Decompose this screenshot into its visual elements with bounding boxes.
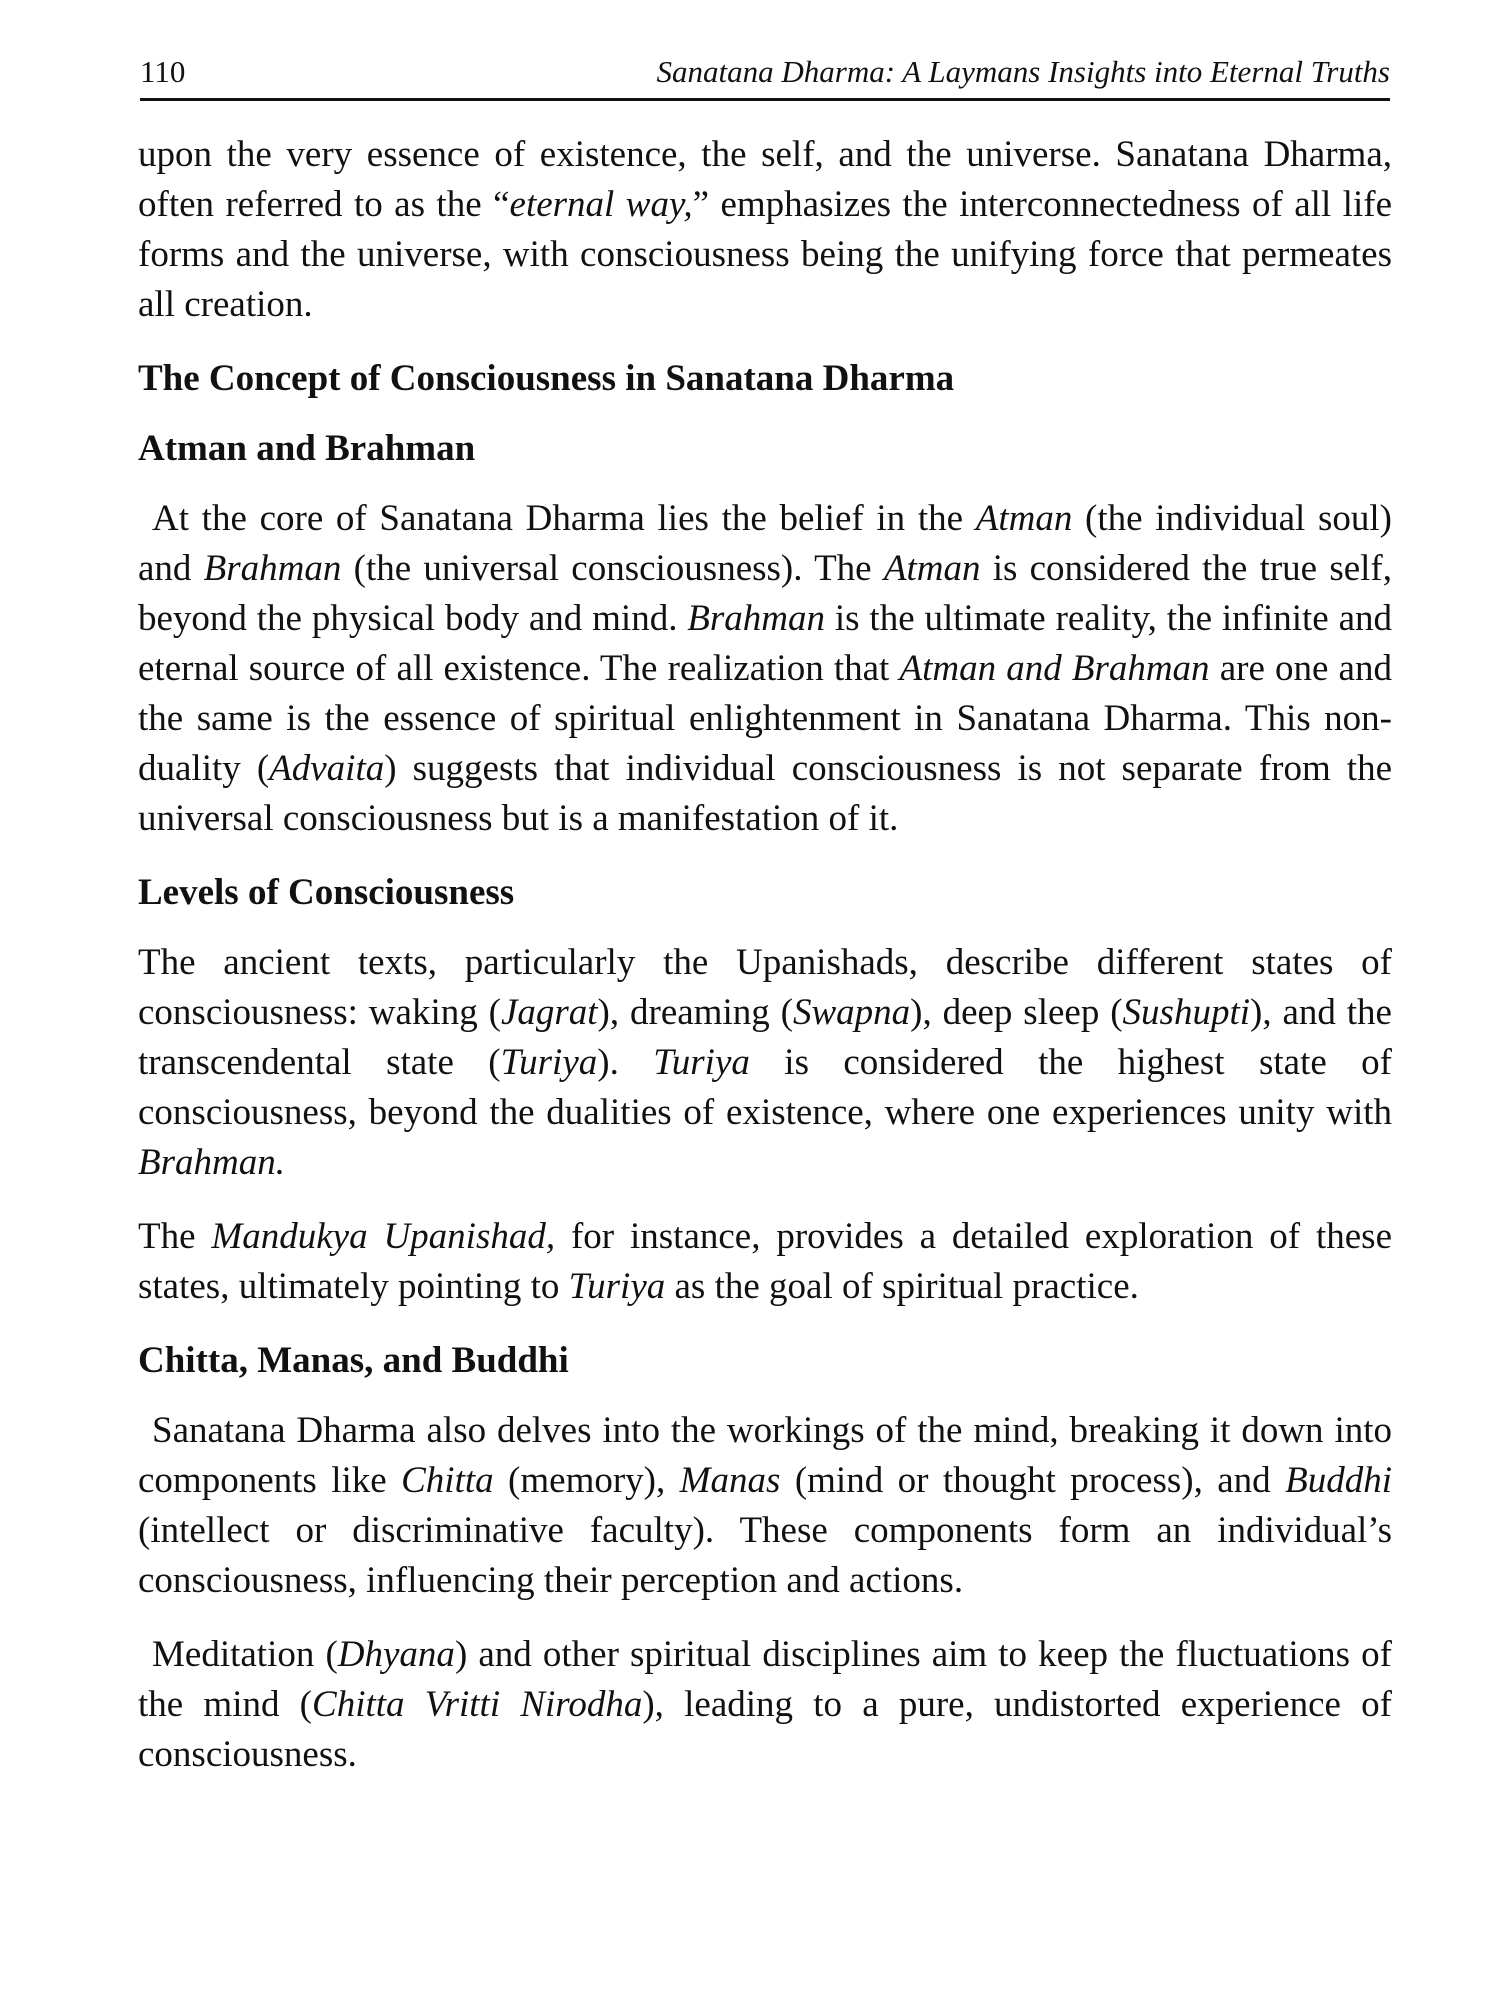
emphasis: Advaita bbox=[269, 748, 385, 789]
text-run: ), leading to a pure, undistorted experience of consciousness. bbox=[138, 1684, 1392, 1775]
emphasis: Swapna bbox=[792, 992, 911, 1033]
text-run: Sanatana Dharma also delves into the workings of the mind, breaking it down into components like bbox=[138, 1410, 1392, 1501]
text-run: (memory), bbox=[493, 1460, 680, 1501]
text-run: is the ultimate reality, the infinite and eternal source of all existence. The realization that bbox=[138, 598, 1392, 689]
text-run: ), dreaming ( bbox=[597, 992, 793, 1033]
text-run: is considered the true self, beyond the physical body and mind. bbox=[138, 548, 1393, 639]
levels-paragraph-2 bbox=[138, 1212, 1392, 1312]
chitta-paragraph-2 bbox=[138, 1630, 1392, 1780]
chitta-paragraph-1 bbox=[138, 1406, 1392, 1606]
emphasis: Dhyana bbox=[337, 1634, 455, 1675]
section-heading: The Concept of Consciousness in Sanatana Dharma bbox=[138, 358, 955, 399]
text-run: (the individual soul) and bbox=[138, 498, 1392, 589]
emphasis: Turiya bbox=[653, 1042, 750, 1083]
text-run: The bbox=[138, 1216, 212, 1257]
intro-paragraph bbox=[138, 130, 1392, 330]
emphasis: Jagrat bbox=[500, 992, 598, 1033]
running-title: Sanatana Dharma: A Laymans Insights into Eternal Truths bbox=[656, 54, 1390, 89]
text-run: ” emphasizes the interconnectedness of all life forms and the universe, with consciousness being the unifying force that permeates all creation. bbox=[138, 184, 1392, 325]
text-run: (intellect or discriminative faculty). These components form an individual’s consciousness, influencing their perception and actions. bbox=[138, 1510, 1392, 1601]
emphasis: eternal way, bbox=[509, 184, 693, 225]
emphasis: Atman bbox=[975, 498, 1073, 539]
emphasis: Atman and Brahman bbox=[899, 648, 1210, 689]
text-run: ), deep sleep ( bbox=[910, 992, 1123, 1033]
text-run: (mind or thought process), and bbox=[780, 1460, 1286, 1501]
subheading-atman-brahman: Atman and Brahman bbox=[138, 428, 476, 469]
text-run: At the core of Sanatana Dharma lies the belief in the bbox=[152, 498, 976, 539]
text-run: The ancient texts, particularly the Upanishads, describe different states of consciousness: waking ( bbox=[138, 942, 1392, 1033]
emphasis: Mandukya Upanishad, bbox=[211, 1216, 556, 1257]
text-run: for instance, provides a detailed exploration of these states, ultimately pointing to bbox=[138, 1216, 1392, 1307]
emphasis: Atman bbox=[883, 548, 981, 589]
text-run: ), and the transcendental state ( bbox=[138, 992, 1392, 1083]
emphasis: Manas bbox=[679, 1460, 781, 1501]
subheading-chitta-manas-buddhi: Chitta, Manas, and Buddhi bbox=[138, 1340, 569, 1381]
emphasis: Chitta bbox=[401, 1460, 494, 1501]
emphasis: Turiya bbox=[568, 1266, 666, 1307]
emphasis: Brahman bbox=[203, 548, 342, 589]
atman-brahman-paragraph bbox=[138, 494, 1392, 844]
emphasis: Sushupti bbox=[1122, 992, 1251, 1033]
page-number: 110 bbox=[140, 54, 186, 89]
emphasis: Turiya bbox=[500, 1042, 598, 1083]
text-run: Meditation ( bbox=[152, 1634, 338, 1675]
text-run: upon the very essence of existence, the self, and the universe. Sanatana Dharma, often referred to as the “ bbox=[138, 134, 1392, 225]
emphasis: Buddhi bbox=[1285, 1460, 1392, 1501]
text-run: is considered the highest state of consciousness, beyond the dualities of existence, where one experiences unity with bbox=[138, 1042, 1393, 1133]
text-run: ) suggests that individual consciousness is not separate from the universal consciousness but is a manifestation of it. bbox=[138, 748, 1392, 839]
text-run: ). bbox=[597, 1042, 654, 1083]
subheading-levels: Levels of Consciousness bbox=[138, 872, 515, 913]
text-run: are one and the same is the essence of spiritual enlightenment in Sanatana Dharma. This non-duality ( bbox=[138, 648, 1392, 789]
emphasis: Brahman. bbox=[138, 1142, 285, 1183]
text-run: as the goal of spiritual practice. bbox=[665, 1266, 1139, 1307]
levels-paragraph-1 bbox=[138, 938, 1392, 1188]
page-body bbox=[138, 130, 1392, 1804]
emphasis: Brahman bbox=[687, 598, 826, 639]
text-run: ) and other spiritual disciplines aim to keep the fluctuations of the mind ( bbox=[138, 1634, 1392, 1725]
emphasis: Chitta Vritti Nirodha bbox=[312, 1684, 643, 1725]
page-header bbox=[140, 52, 1390, 101]
text-run: (the universal consciousness). The bbox=[341, 548, 884, 589]
